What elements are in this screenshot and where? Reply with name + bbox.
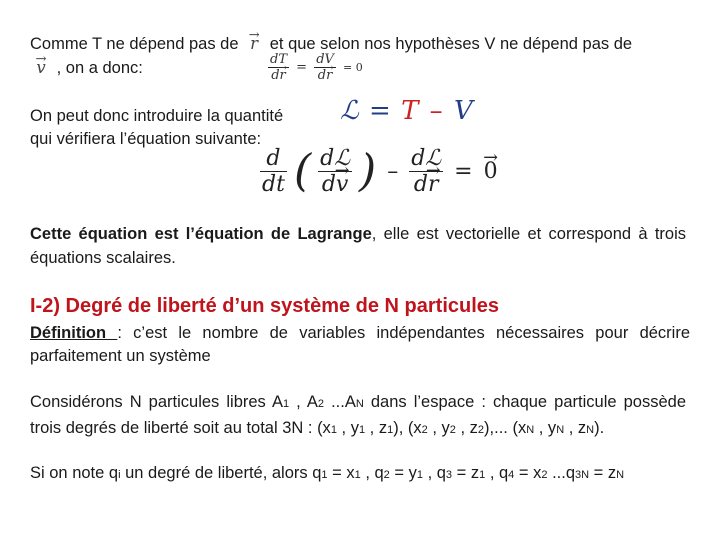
vector-v-symbol: → v — [30, 57, 52, 79]
frac-dL-dr: $\frac{\text{dℒ}}{d\to r}$ — [409, 146, 443, 197]
para1-text-b: et que selon nos hypothèses V ne dépend pas de — [269, 35, 633, 53]
frac-dV-dr: $\frac{dV}{d\to r}$ — [314, 52, 336, 83]
vector-r-symbol: → r — [243, 33, 265, 55]
lagrange-equation: $\frac{d}{dt}$ ( $\frac{\text{dℒ}}{d\to v}$ ) – $\frac{\text{dℒ}}{d\to r}$ = → 0 — [260, 146, 498, 197]
para2-line1: On peut donc introduire la quantité — [30, 107, 284, 125]
para5: Si on note qi un degré de liberté, alors q1 = x1 , q2 = y1 , q3 = z1 , q4 = x2 ...q3N = zN — [30, 464, 625, 482]
para4: Considérons N particules libres A1 , A2 ...AN dans l’espace : chaque particule possède trois degrés de liberté soit au total 3N : (x1 , y1 , z1), (x2 , y2 , z2),... (xN , yN , zN). — [30, 393, 686, 437]
para1-text-a: Comme T ne dépend pas de — [30, 35, 239, 53]
frac-dT-dr: $\frac{dT}{d\to r}$ — [268, 52, 289, 83]
definition-label: Définition — [30, 324, 118, 342]
para3: Cette équation est l’équation de Lagrange, elle est vectorielle et correspond à trois équations scalaires. — [30, 225, 686, 267]
definition-paragraph: Définition : c’est le nombre de variables indépendantes nécessaires pour décrire parfaitement un système — [30, 324, 690, 365]
para1-text-c: , on a donc: — [56, 59, 143, 77]
frac-d-dt: $\frac{d}{dt}$ — [262, 146, 285, 197]
lagrange-equation-term: Cette équation est l’équation de Lagrange — [30, 225, 372, 243]
lagrangian-definition: ℒ = T – V — [340, 96, 473, 126]
equation-dT-dr: $\frac{dT}{d\to r}$ = $\frac{dV}{d\to r}$ = 0 — [268, 52, 363, 83]
para2-line2: qui vérifiera l’équation suivante: — [30, 130, 262, 148]
section-heading: I-2) Degré de liberté d’un système de N particules — [30, 295, 500, 317]
para1-line2 — [30, 57, 143, 79]
frac-dL-dv: $\frac{\text{dℒ}}{d\to v}$ — [318, 146, 352, 197]
